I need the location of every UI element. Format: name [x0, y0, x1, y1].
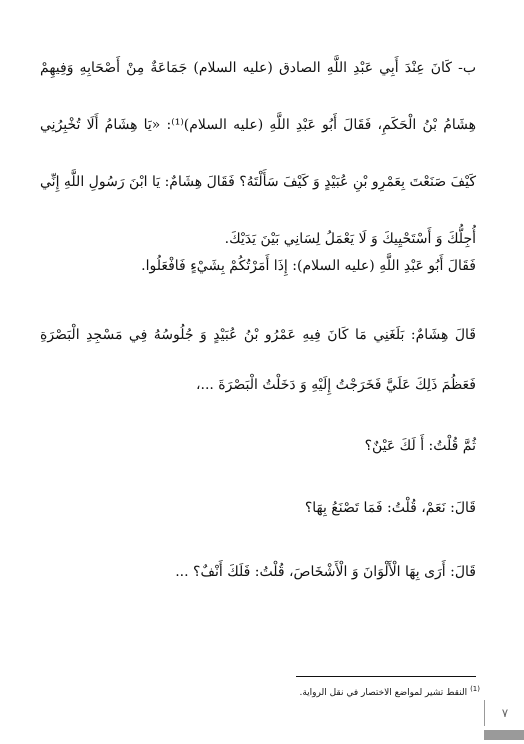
paragraph-5: قَالَ: نَعَمْ، قُلْتُ: فَمَا تَصْنَعُ بِهَا؟	[304, 500, 476, 516]
page-number: ٧	[484, 700, 524, 726]
footnote	[190, 683, 480, 699]
paragraph-4: ثُمَّ قُلْتُ: أَ لَكَ عَيْنٌ؟	[364, 438, 476, 454]
paragraph-1: ب- كَانَ عِنْدَ أَبِي عَبْدِ اللَّهِ الصادق (عليه السلام) جَمَاعَةٌ مِنْ أَصْحَابِهِ وَفِيهِمْ هِشَامُ بْنُ الْحَكَمِ، فَقَالَ أَبُو عَبْدِ اللَّهِ (عليه السلام)⁽¹⁾: «يَا هِشَامُ أَلَا تُخْبِرُنِي كَيْفَ صَنَعْتَ بِعَمْرِو بْنِ عُبَيْدٍ وَ كَيْفَ سَأَلْتَهُ؟ فَقَالَ هِشَامٌ: يَا ابْنَ رَسُولِ اللَّهِ إِنِّي أُجِلُّكَ وَ أَسْتَحْيِيكَ وَ لَا يَعْمَلُ لِسَانِي بَيْنَ يَدَيْكَ.	[40, 60, 477, 247]
footnote-marker: (1)	[470, 685, 480, 693]
page-number-bar	[484, 730, 524, 740]
footnote-separator	[296, 676, 476, 677]
paragraph-6: قَالَ: أَرَى بِهَا الْأَلْوَانَ وَ الْأَشْخَاصَ، قُلْتُ: فَلَكَ أَنْفٌ؟ ...	[175, 564, 476, 580]
paragraph-3: قَالَ هِشَامٌ: بَلَغَنِي مَا كَانَ فِيهِ عَمْرُو بْنُ عُبَيْدٍ وَ جُلُوسُهُ فِي مَسْجِدِ الْبَصْرَةِ فَعَظُمَ ذَلِكَ عَلَيَّ فَخَرَجْتُ إِلَيْهِ وَ دَخَلْتُ الْبَصْرَةَ ...،	[40, 327, 476, 393]
footnote-text: النقط تشير لمواضع الاختصار في نقل الرواية.	[299, 688, 468, 698]
paragraph-2: فَقَالَ أَبُو عَبْدِ اللَّهِ (عليه السلام): إِذَا أَمَرْتُكُمْ بِشَيْءٍ فَافْعَلُوا.	[141, 258, 476, 274]
